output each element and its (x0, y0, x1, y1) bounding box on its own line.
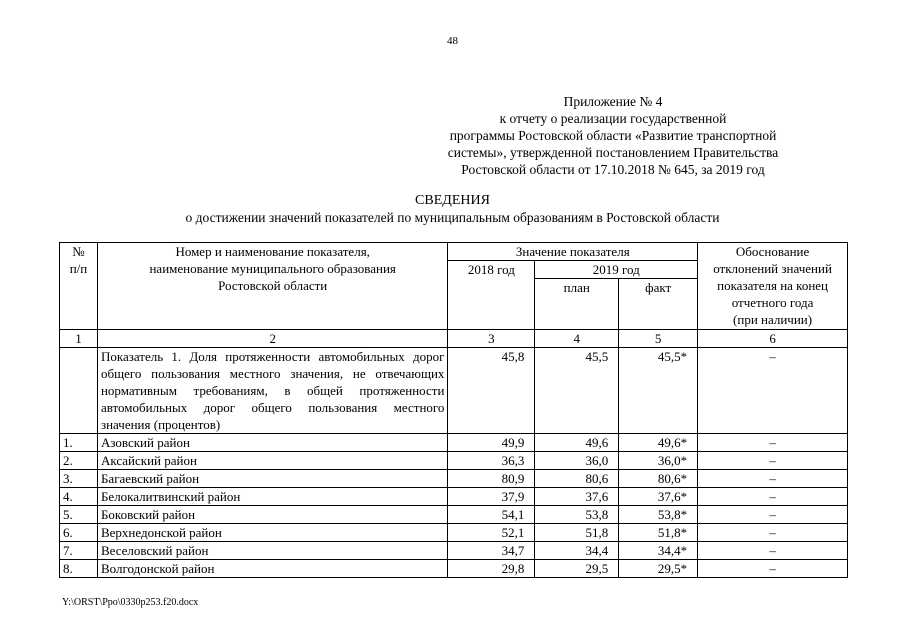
col-number: 2 (97, 330, 447, 348)
row-name: Веселовский район (97, 542, 447, 560)
col-number: 6 (698, 330, 848, 348)
row-reason: – (698, 452, 848, 470)
row-name: Багаевский район (97, 470, 447, 488)
table-row (60, 470, 848, 488)
row-fact: 37,6* (619, 488, 698, 506)
row-2018: 54,1 (448, 506, 535, 524)
row-plan: 34,4 (535, 542, 619, 560)
appendix-line: Ростовской области от 17.10.2018 № 645, за 2019 год (461, 162, 765, 177)
row-fact: 36,0* (619, 452, 698, 470)
row-fact: 51,8* (619, 524, 698, 542)
row-reason: – (698, 506, 848, 524)
column-number-row (60, 330, 848, 348)
table-row (60, 488, 848, 506)
row-plan: 80,6 (535, 470, 619, 488)
row-fact: 34,4* (619, 542, 698, 560)
row-reason: – (698, 542, 848, 560)
page-number: 48 (447, 35, 458, 47)
row-fact: 29,5* (619, 560, 698, 578)
appendix-line: Приложение № 4 (563, 94, 663, 109)
col-number: 4 (535, 330, 619, 348)
row-num: 5. (60, 506, 98, 524)
indicator-plan: 45,5 (535, 348, 619, 434)
row-2018: 49,9 (448, 434, 535, 452)
row-plan: 49,6 (535, 434, 619, 452)
row-num: 8. (60, 560, 98, 578)
row-fact: 49,6* (619, 434, 698, 452)
row-reason: – (698, 434, 848, 452)
indicator-2018: 45,8 (448, 348, 535, 434)
header-num: № п/п (60, 243, 98, 330)
header-value: Значение показателя (448, 243, 698, 261)
indicator-row (60, 348, 848, 434)
row-2018: 34,7 (448, 542, 535, 560)
row-reason: – (698, 488, 848, 506)
header-name: Номер и наименование показателя, наименование муниципального образования Ростовской области (97, 243, 447, 330)
row-name: Аксайский район (97, 452, 447, 470)
row-plan: 53,8 (535, 506, 619, 524)
row-plan: 36,0 (535, 452, 619, 470)
table-row (60, 524, 848, 542)
document-subtitle: о достижении значений показателей по муниципальным образованиям в Ростовской области (185, 210, 720, 225)
row-num: 4. (60, 488, 98, 506)
row-fact: 80,6* (619, 470, 698, 488)
row-2018: 52,1 (448, 524, 535, 542)
row-plan: 51,8 (535, 524, 619, 542)
table-body (60, 434, 848, 578)
indicator-num-cell (60, 348, 98, 434)
row-name: Волгодонской район (97, 560, 447, 578)
row-reason: – (698, 524, 848, 542)
row-2018: 36,3 (448, 452, 535, 470)
row-num: 6. (60, 524, 98, 542)
appendix-line: к отчету о реализации государственной (499, 111, 727, 126)
appendix-line: программы Ростовской области «Развитие транспортной (449, 128, 777, 143)
row-fact: 53,8* (619, 506, 698, 524)
header-2019: 2019 год (535, 261, 698, 279)
table-row (60, 560, 848, 578)
row-name: Азовский район (97, 434, 447, 452)
row-plan: 29,5 (535, 560, 619, 578)
row-num: 2. (60, 452, 98, 470)
row-reason: – (698, 560, 848, 578)
row-2018: 29,8 (448, 560, 535, 578)
appendix-line: системы», утвержденной постановлением Правительства (447, 145, 779, 160)
table-row (60, 434, 848, 452)
appendix-note (403, 93, 823, 178)
col-number: 5 (619, 330, 698, 348)
header-plan: план (535, 279, 619, 330)
row-name: Боковский район (97, 506, 447, 524)
col-number: 3 (448, 330, 535, 348)
indicator-fact: 45,5* (619, 348, 698, 434)
table-row (60, 452, 848, 470)
row-name: Белокалитвинский район (97, 488, 447, 506)
indicator-reason: – (698, 348, 848, 434)
row-2018: 80,9 (448, 470, 535, 488)
row-plan: 37,6 (535, 488, 619, 506)
row-num: 3. (60, 470, 98, 488)
header-fact: факт (619, 279, 698, 330)
header-2018: 2018 год (448, 261, 535, 330)
row-num: 1. (60, 434, 98, 452)
table-row (60, 506, 848, 524)
header-reason: Обоснование отклонений значений показателя на конец отчетного года (при наличии) (698, 243, 848, 330)
table-row (60, 542, 848, 560)
header-row (60, 243, 848, 261)
col-number: 1 (60, 330, 98, 348)
file-path-footer: Y:\ORST\Ppo\0330p253.f20.docx (62, 597, 199, 608)
document-title: СВЕДЕНИЯ (415, 193, 490, 208)
row-reason: – (698, 470, 848, 488)
row-name: Верхнедонской район (97, 524, 447, 542)
indicator-text: Показатель 1. Доля протяженности автомобильных дорог общего пользования местного значения, не отвечающих нормативным требованиям, в общей протяженности автомобильных дорог общего пользования местного значения (процентов) (97, 348, 447, 434)
row-2018: 37,9 (448, 488, 535, 506)
indicators-table (59, 242, 848, 578)
row-num: 7. (60, 542, 98, 560)
